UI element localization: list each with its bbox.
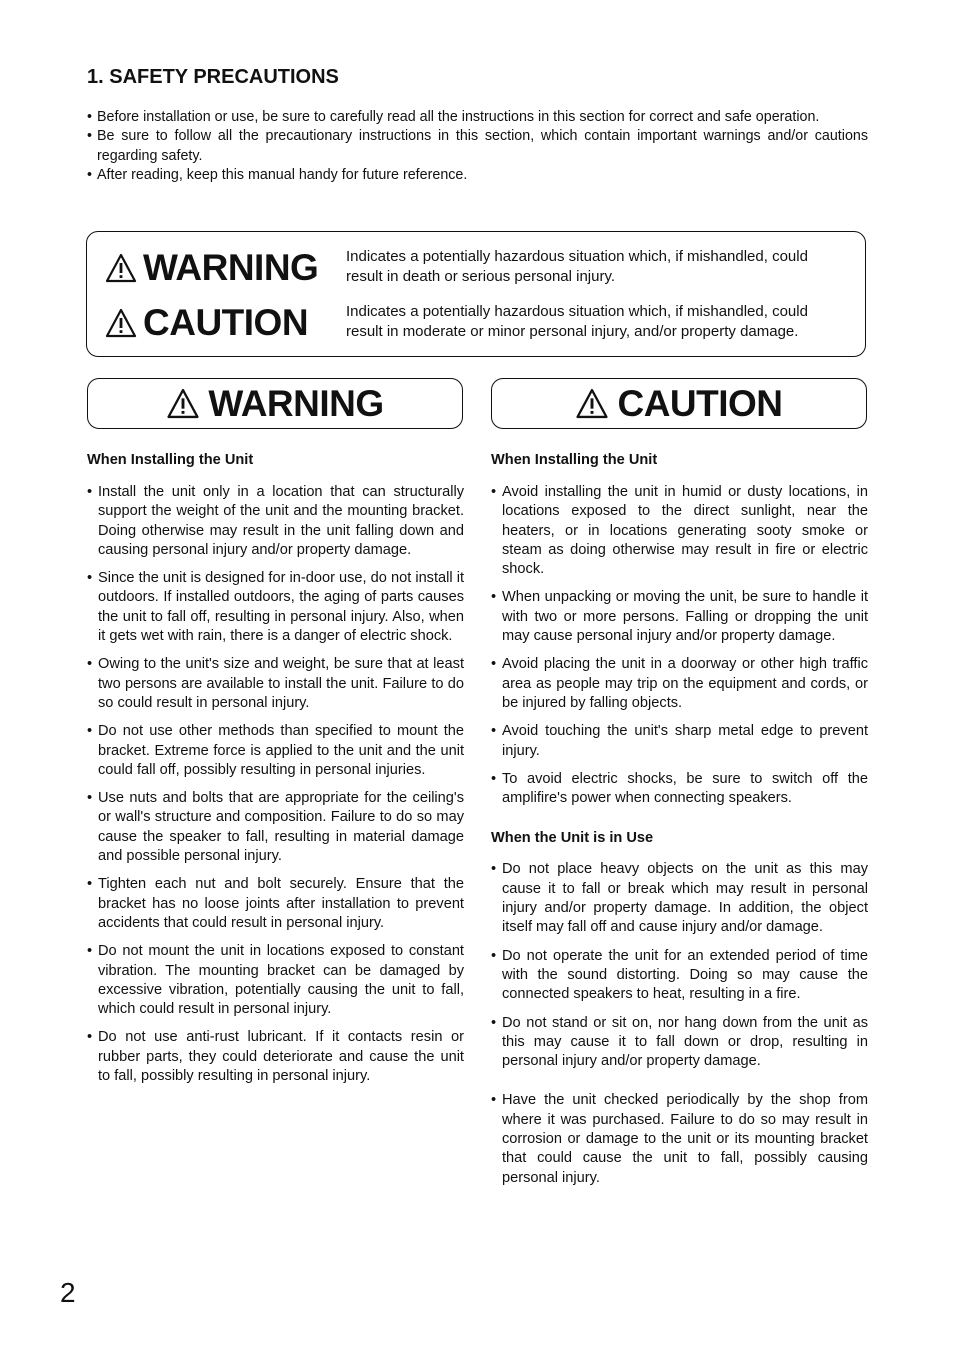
warning-banner-label: WARNING bbox=[208, 382, 384, 424]
list-item: • To avoid electric shocks, be sure to switch off the amplifire's power when connecting speakers. bbox=[491, 770, 868, 809]
list-item: • Since the unit is designed for in-door use, do not install it outdoors. If installed outdoors, the aging of parts causes the unit to fall off, resulting in personal injury. Also, when it gets wet with rain, there is a danger of electric shock. bbox=[87, 569, 464, 646]
list-item: • Do not mount the unit in locations exposed to constant vibration. The mounting bracket can be damaged by excessive vibration, potentially causing the unit to fall, which could result in personal injury. bbox=[87, 942, 464, 1019]
intro-item: • Be sure to follow all the precautionary instructions in this section, which contain important warnings and/or cautions regarding safety. bbox=[87, 127, 868, 166]
list-item: • Avoid installing the unit in humid or dusty locations, in locations exposed to the direct sunlight, near the heaters, or in locations generating sooty smoke or steam as doing otherwise may result in fire or electric shock. bbox=[491, 483, 868, 579]
section-title: 1. SAFETY PRECAUTIONS bbox=[87, 66, 339, 88]
warning-triangle-icon bbox=[166, 388, 200, 419]
signal-word-legend bbox=[86, 231, 866, 357]
caution-install-heading: When Installing the Unit bbox=[491, 452, 658, 468]
warning-triangle-icon bbox=[105, 253, 137, 283]
caution-banner bbox=[491, 378, 867, 429]
caution-triangle-icon bbox=[575, 388, 609, 419]
list-item: • When unpacking or moving the unit, be sure to handle it with two or more persons. Falling or dropping the unit may cause personal injury and/or property damage. bbox=[491, 588, 868, 646]
legend-caution-word: CAUTION bbox=[143, 302, 309, 343]
intro-item: • Before installation or use, be sure to carefully read all the instructions in this section for correct and safe operation. bbox=[87, 108, 868, 127]
list-item: • Avoid placing the unit in a doorway or other high traffic area as people may trip on the equipment and cords, or be injured by falling objects. bbox=[491, 655, 868, 713]
list-item: • Use nuts and bolts that are appropriate for the ceiling's or wall's structure and composition. Failure to do so may cause the speaker to fall, resulting in material damage and possible personal injury. bbox=[87, 789, 464, 866]
caution-use-heading: When the Unit is in Use bbox=[491, 830, 654, 847]
caution-triangle-icon bbox=[105, 308, 137, 338]
list-item: • Do not place heavy objects on the unit as this may cause it to fall or break which may result in personal injury and/or property damage. In addition, the object itself may fall off and cause injury and/or damage. bbox=[491, 860, 868, 937]
legend-caution-desc: Indicates a potentially hazardous situation which, if mishandled, could result in moderate or minor personal injury, and/or property damage. bbox=[346, 303, 808, 340]
legend-warning-desc: Indicates a potentially hazardous situation which, if mishandled, could result in death or serious personal injury. bbox=[346, 248, 808, 285]
list-item: • Install the unit only in a location that can structurally support the weight of the unit and the mounting bracket. Doing otherwise may result in the unit falling down and causing personal injury and/or property damage. bbox=[87, 483, 464, 560]
intro-item: • After reading, keep this manual handy for future reference. bbox=[87, 166, 868, 185]
list-item: • Do not operate the unit for an extended period of time with the sound distorting. Doing so may cause the connected speakers to heat, resulting in a fire. bbox=[491, 947, 868, 1005]
list-item: • Do not use anti-rust lubricant. If it contacts resin or rubber parts, they could deteriorate and cause the unit to fall, possibly resulting in personal injury. bbox=[87, 1028, 464, 1086]
list-item: • Avoid touching the unit's sharp metal edge to prevent injury. bbox=[491, 722, 868, 761]
caution-column bbox=[491, 451, 868, 1197]
legend-caution-row bbox=[105, 303, 843, 343]
list-item: • Do not stand or sit on, nor hang down from the unit as this may cause it to fall down or drop, resulting in personal injury and/or property damage. bbox=[491, 1014, 868, 1072]
caution-use-list bbox=[491, 860, 868, 1187]
legend-warning-word: WARNING bbox=[143, 247, 319, 288]
list-item: • Tighten each nut and bolt securely. Ensure that the bracket has no loose joints after installation to prevent accidents that could result in personal injury. bbox=[87, 875, 464, 933]
intro-list bbox=[87, 108, 868, 185]
warning-install-heading: When Installing the Unit bbox=[87, 452, 254, 468]
list-item: • Owing to the unit's size and weight, be sure that at least two persons are available to install the unit. Failure to do so could result in personal injury. bbox=[87, 655, 464, 713]
list-item: • Do not use other methods than specified to mount the bracket. Extreme force is applied to the unit and the unit could fall off, possibly resulting in personal injuries. bbox=[87, 722, 464, 780]
caution-install-list bbox=[491, 483, 868, 808]
page-number: 2 bbox=[60, 1277, 76, 1308]
caution-banner-label: CAUTION bbox=[617, 382, 783, 424]
warning-column bbox=[87, 451, 464, 1095]
legend-warning-row bbox=[105, 248, 843, 288]
warning-banner bbox=[87, 378, 463, 429]
warning-install-list bbox=[87, 483, 464, 1086]
list-item: • Have the unit checked periodically by the shop from where it was purchased. Failure to do so may result in corrosion or damage to the unit or its mounting bracket that could cause the unit to fall, possibly causing personal injury. bbox=[491, 1091, 868, 1187]
